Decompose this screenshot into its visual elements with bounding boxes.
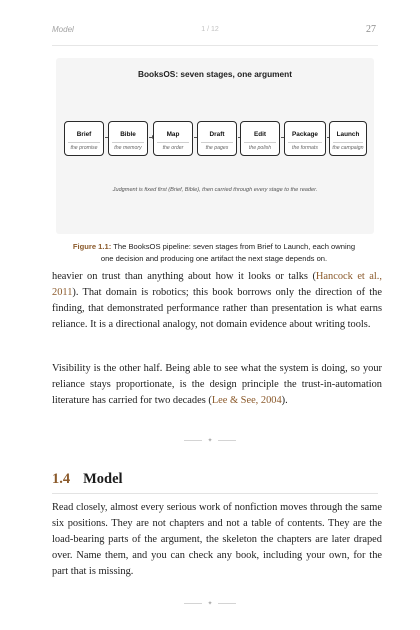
page-number: 27	[366, 24, 376, 35]
section-heading	[52, 471, 123, 488]
section-number: 1.4	[52, 471, 71, 487]
stage-note: the order	[162, 145, 184, 151]
figure-title: BooksOS: seven stages, one argument	[138, 69, 292, 79]
figure-caption	[66, 241, 362, 264]
paragraph-text: ).	[281, 395, 288, 406]
stage-note: the formats	[292, 145, 318, 151]
header-rule	[52, 45, 378, 46]
citation-link[interactable]: Lee & See, 2004	[211, 395, 282, 406]
stage-name: Brief	[76, 131, 92, 138]
stage-divider	[157, 142, 189, 143]
figure-footnote: Judgment is fixed first (Brief, Bible), then carried through every stage to the reader.	[112, 187, 318, 193]
citation-link[interactable]: Hancock et al., 2011	[52, 271, 382, 298]
paragraph-text: ). That domain is robotics; this book borrows only the direction of the finding, that demonstrated performance rather than presentation is what earns reliance. It is a directional analogy, not domain evidence about writing tools.	[52, 287, 382, 330]
stage-name: Launch	[336, 131, 360, 138]
ornament-icon: ✦	[207, 437, 213, 444]
ornament-icon: ✦	[207, 600, 213, 607]
body-paragraph	[52, 361, 382, 409]
reading-progress: 1 / 12	[201, 26, 219, 33]
stage-note: the promise	[70, 145, 98, 151]
stage-edit	[240, 121, 280, 156]
stage-launch	[329, 121, 367, 156]
body-paragraph: Read closely, almost every serious work of nonfiction moves through the same six positions. They are not chapters and not a table of contents. They are the load-bearing parts of the argument, the skeleton the chapters are later draped over. Name them, and you can check any book, including your own, for the part that is missing.	[52, 502, 382, 577]
stage-draft	[197, 121, 237, 156]
stage-name: Edit	[253, 131, 267, 138]
running-title: Model	[52, 25, 74, 34]
paragraph-text: Visibility is the other half. Being able to see what the system is doing, so your reliance stays proportionate, is the design principle the trust-in-automation literature has carried for two decades (	[52, 363, 382, 406]
stage-note: the polish	[248, 145, 272, 151]
pipeline-figure	[56, 58, 374, 234]
stage-name: Package	[292, 131, 318, 138]
stage-package	[284, 121, 326, 156]
stage-divider	[68, 142, 100, 143]
caption-label: Figure 1.1:	[72, 242, 112, 251]
stage-divider	[201, 142, 233, 143]
stage-brief	[64, 121, 104, 156]
stage-divider	[288, 142, 322, 143]
section-separator	[0, 430, 420, 449]
stage-name: Bible	[120, 131, 136, 138]
stage-map	[153, 121, 193, 156]
stage-divider	[112, 142, 144, 143]
body-paragraph	[52, 269, 382, 333]
section-separator	[0, 593, 420, 612]
section-title: Model	[83, 471, 123, 487]
stage-note: the memory	[114, 145, 142, 151]
stage-bible	[108, 121, 148, 156]
paragraph-text: heavier on trust than anything about how it looks or talks (	[52, 271, 316, 282]
stage-name: Draft	[209, 131, 225, 138]
stage-name: Map	[166, 131, 180, 138]
stage-note: the pages	[205, 145, 229, 151]
stage-divider	[333, 142, 363, 143]
stage-divider	[244, 142, 276, 143]
stage-note: the campaign	[332, 145, 364, 151]
section-rule	[52, 493, 378, 494]
caption-text: The BooksOS pipeline: seven stages from Brief to Launch, each owning one decision and producing one artifact the next stage depends on.	[100, 242, 356, 263]
